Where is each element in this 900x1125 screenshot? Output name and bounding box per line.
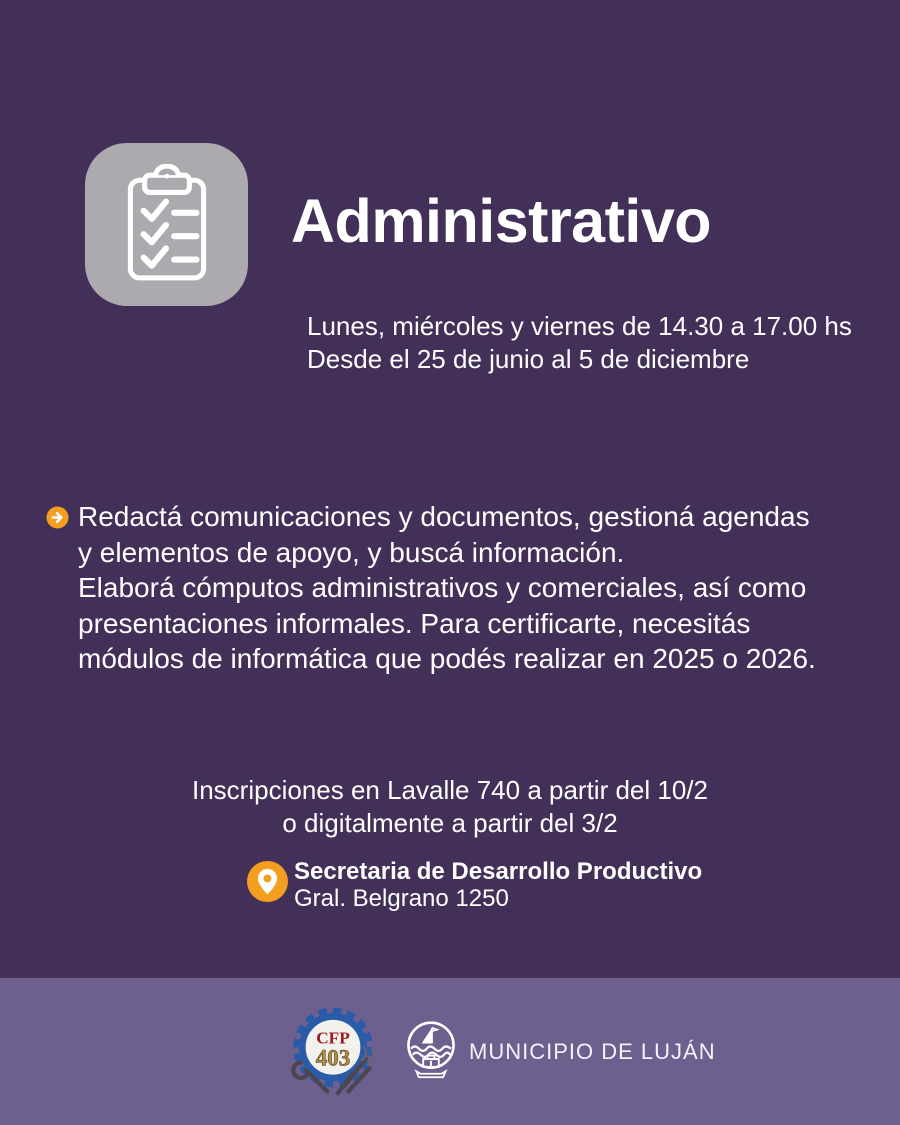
clipboard-tile <box>85 143 248 306</box>
page-title: Administrativo <box>291 187 712 255</box>
description-line: Redactá comunicaciones y documentos, gestioná agendas <box>78 501 810 532</box>
inscription-digital: o digitalmente a partir del 3/2 <box>282 808 618 838</box>
schedule-dates: Desde el 25 de junio al 5 de diciembre <box>307 344 750 374</box>
description-line: módulos de informática que podés realizar en 2025 o 2026. <box>78 643 816 674</box>
location-pin-icon <box>247 861 288 902</box>
inscription-block <box>0 774 900 840</box>
cfp-number: 403 <box>315 1043 351 1070</box>
arrow-circle-right-icon <box>46 506 69 529</box>
description-text <box>78 499 816 677</box>
footer-logos <box>283 978 716 1125</box>
ribbon-banner <box>416 1071 445 1077</box>
description-line: presentaciones informales. Para certificarte, necesitás <box>78 607 751 639</box>
description-line: Elaborá cómputos administrativos y comerciales, así como <box>78 572 807 603</box>
location-text <box>294 858 702 912</box>
inscription-in-person: Inscripciones en Lavalle 740 a partir del 10/2 <box>192 775 708 805</box>
clipboard-checklist-icon <box>115 164 219 286</box>
course-description <box>46 499 856 677</box>
location-block <box>247 858 702 912</box>
location-address: Gral. Belgrano 1250 <box>294 885 509 912</box>
cfp-acronym: CFP <box>316 1027 350 1047</box>
municipio-lujan-logo <box>405 1019 457 1087</box>
municipality-label: MUNICIPIO DE LUJÁN <box>469 1038 716 1064</box>
description-line: y elementos de apoyo, y buscá información. <box>78 536 625 568</box>
cfp403-logo <box>283 1005 383 1101</box>
clipboard-clip-dot <box>164 173 169 178</box>
schedule-block <box>307 310 852 376</box>
schedule-days: Lunes, miércoles y viernes de 14.30 a 17.00 hs <box>307 311 852 341</box>
footer-band <box>0 978 900 1125</box>
location-name: Secretaria de Desarrollo Productivo <box>294 858 703 885</box>
